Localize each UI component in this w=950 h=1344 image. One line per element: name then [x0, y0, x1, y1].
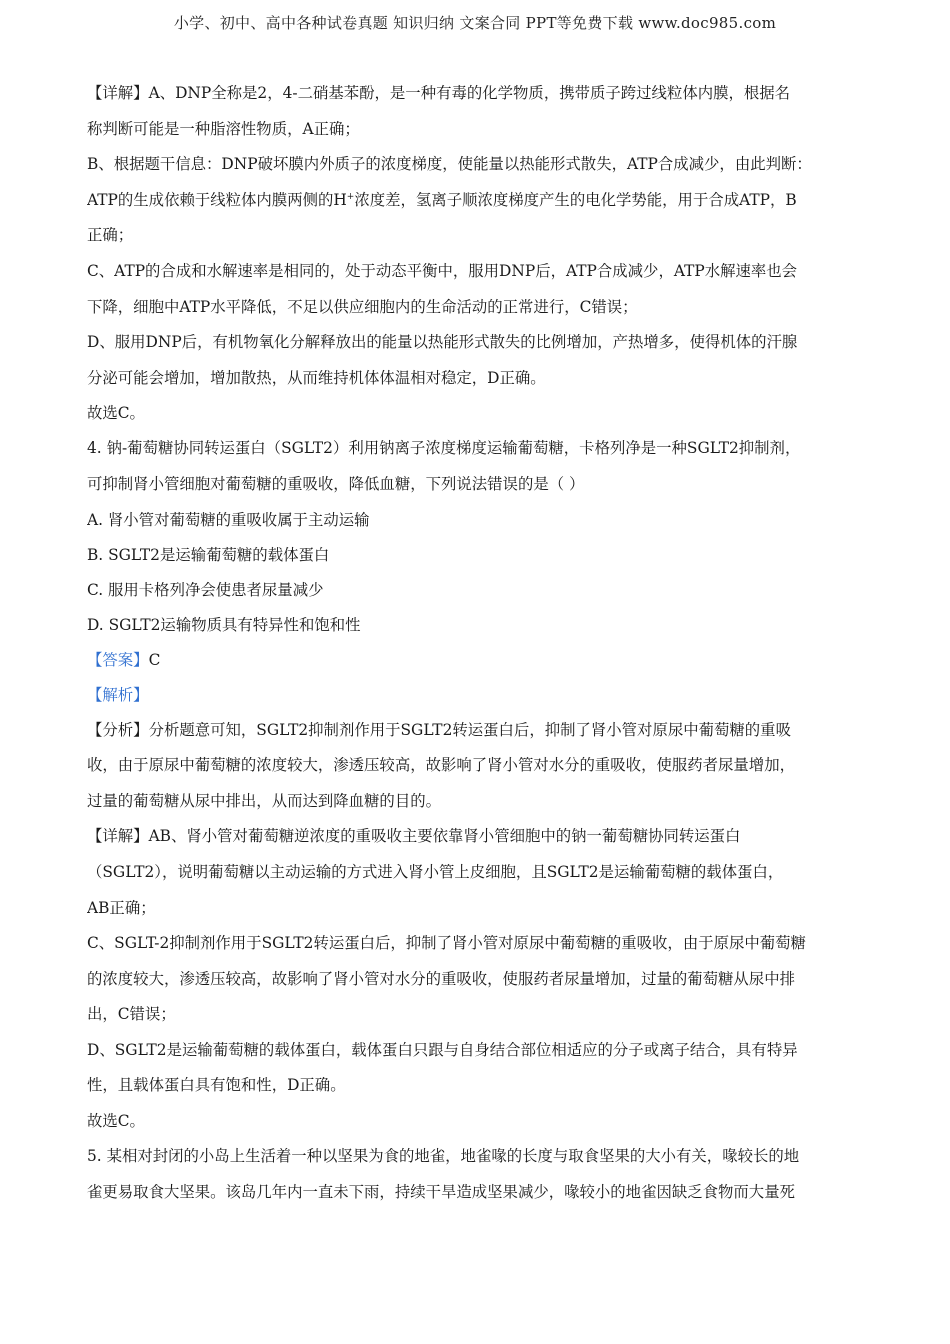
q4-stem-line: 4. 钠-葡萄糖协同转运蛋白（SGLT2）利用钠离子浓度梯度运输葡萄糖，卡格列净是一种SGLT2抑制剂，: [87, 439, 801, 458]
q4-analysis-line: 过量的葡萄糖从尿中排出，从而达到降血糖的目的。: [87, 791, 441, 810]
hydrogen-ion-superscript: +: [346, 191, 355, 202]
q3-detail-text: 浓度差，氢离子顺浓度梯度产生的电化学势能，用于合成ATP，B: [354, 190, 797, 209]
q4-answer: [87, 643, 867, 678]
q4-detail-line: 性，且载体蛋白具有饱和性，D正确。: [87, 1076, 346, 1095]
q3-detail-text: ATP的生成依赖于线粒体内膜两侧的H: [87, 190, 347, 209]
page-header: 小学、初中、高中各种试卷真题 知识归纳 文案合同 PPT等免费下载 www.doc985.com: [173, 14, 777, 32]
q4-detail-line: 【详解】AB、肾小管对葡萄糖逆浓度的重吸收主要依靠肾小管细胞中的钠一葡萄糖协同转运蛋白: [87, 827, 741, 846]
q3-detail-line: [87, 183, 867, 219]
answer-value: C: [148, 650, 161, 669]
q4-detail-line: 的浓度较大，渗透压较高，故影响了肾小管对水分的重吸收，使服药者尿量增加，过量的葡萄糖从尿中排: [87, 969, 795, 988]
q3-detail-line: 分泌可能会增加，增加散热，从而维持机体体温相对稳定，D正确。: [87, 368, 546, 387]
q3-detail-line: B、根据题干信息：DNP破坏膜内外质子的浓度梯度，使能量以热能形式散失，ATP合成减少，由此判断：: [87, 155, 812, 174]
q4-conclusion: 故选C。: [87, 1112, 145, 1131]
q4-option-d: D. SGLT2运输物质具有特异性和饱和性: [87, 615, 361, 634]
q3-detail-line: 【详解】A、DNP全称是2，4-二硝基苯酚，是一种有毒的化学物质，携带质子跨过线粒体内膜，根据名: [87, 84, 791, 102]
document-body: [87, 76, 867, 1210]
q4-analysis-line: 收，由于原尿中葡萄糖的浓度较大，渗透压较高，故影响了肾小管对水分的重吸收，使服药者尿量增加，: [87, 756, 795, 775]
analysis-label: 【解析】: [87, 685, 149, 704]
q3-detail-line: C、ATP的合成和水解速率是相同的，处于动态平衡中，服用DNP后，ATP合成减少，ATP水解速率也会: [87, 261, 798, 280]
q4-detail-line: （SGLT2），说明葡萄糖以主动运输的方式进入肾小管上皮细胞，且SGLT2是运输葡萄糖的载体蛋白，: [87, 862, 784, 881]
q3-conclusion: 故选C。: [87, 404, 145, 423]
q3-detail-line: 下降，细胞中ATP水平降低，不足以供应细胞内的生命活动的正常进行，C错误；: [87, 297, 638, 316]
q3-detail-line: 称判断可能是一种脂溶性物质，A正确；: [87, 119, 360, 138]
q4-option-a: A. 肾小管对葡萄糖的重吸收属于主动运输: [87, 510, 370, 529]
q5-stem-line: 雀更易取食大坚果。该岛几年内一直未下雨，持续干旱造成坚果减少，喙较小的地雀因缺乏食物而大量死: [87, 1182, 795, 1201]
q4-detail-line: 出，C错误；: [87, 1005, 176, 1024]
q3-detail-line: 正确；: [87, 226, 134, 245]
q4-option-b: B. SGLT2是运输葡萄糖的载体蛋白: [87, 545, 330, 564]
q4-detail-line: D、SGLT2是运输葡萄糖的载体蛋白，载体蛋白只跟与自身结合部位相适应的分子或离子结合，具有特异: [87, 1040, 798, 1059]
q4-analysis-line: 【分析】分析题意可知，SGLT2抑制剂作用于SGLT2转运蛋白后，抑制了肾小管对原尿中葡萄糖的重吸: [87, 720, 791, 739]
q4-option-c: C. 服用卡格列净会使患者尿量减少: [87, 580, 324, 599]
q4-stem-line: 可抑制肾小管细胞对葡萄糖的重吸收，降低血糖，下列说法错误的是（ ）: [87, 474, 585, 493]
q4-detail-line: C、SGLT-2抑制剂作用于SGLT2转运蛋白后，抑制了肾小管对原尿中葡萄糖的重吸收，由于原尿中葡萄糖: [87, 934, 806, 953]
q5-stem-line: 5. 某相对封闭的小岛上生活着一种以坚果为食的地雀，地雀喙的长度与取食坚果的大小有关，喙较长的地: [87, 1147, 800, 1166]
answer-label: 【答案】: [87, 650, 149, 669]
q4-detail-line: AB正确；: [87, 898, 156, 917]
q3-detail-line: D、服用DNP后，有机物氧化分解释放出的能量以热能形式散失的比例增加，产热增多，使得机体的汗腺: [87, 333, 798, 352]
